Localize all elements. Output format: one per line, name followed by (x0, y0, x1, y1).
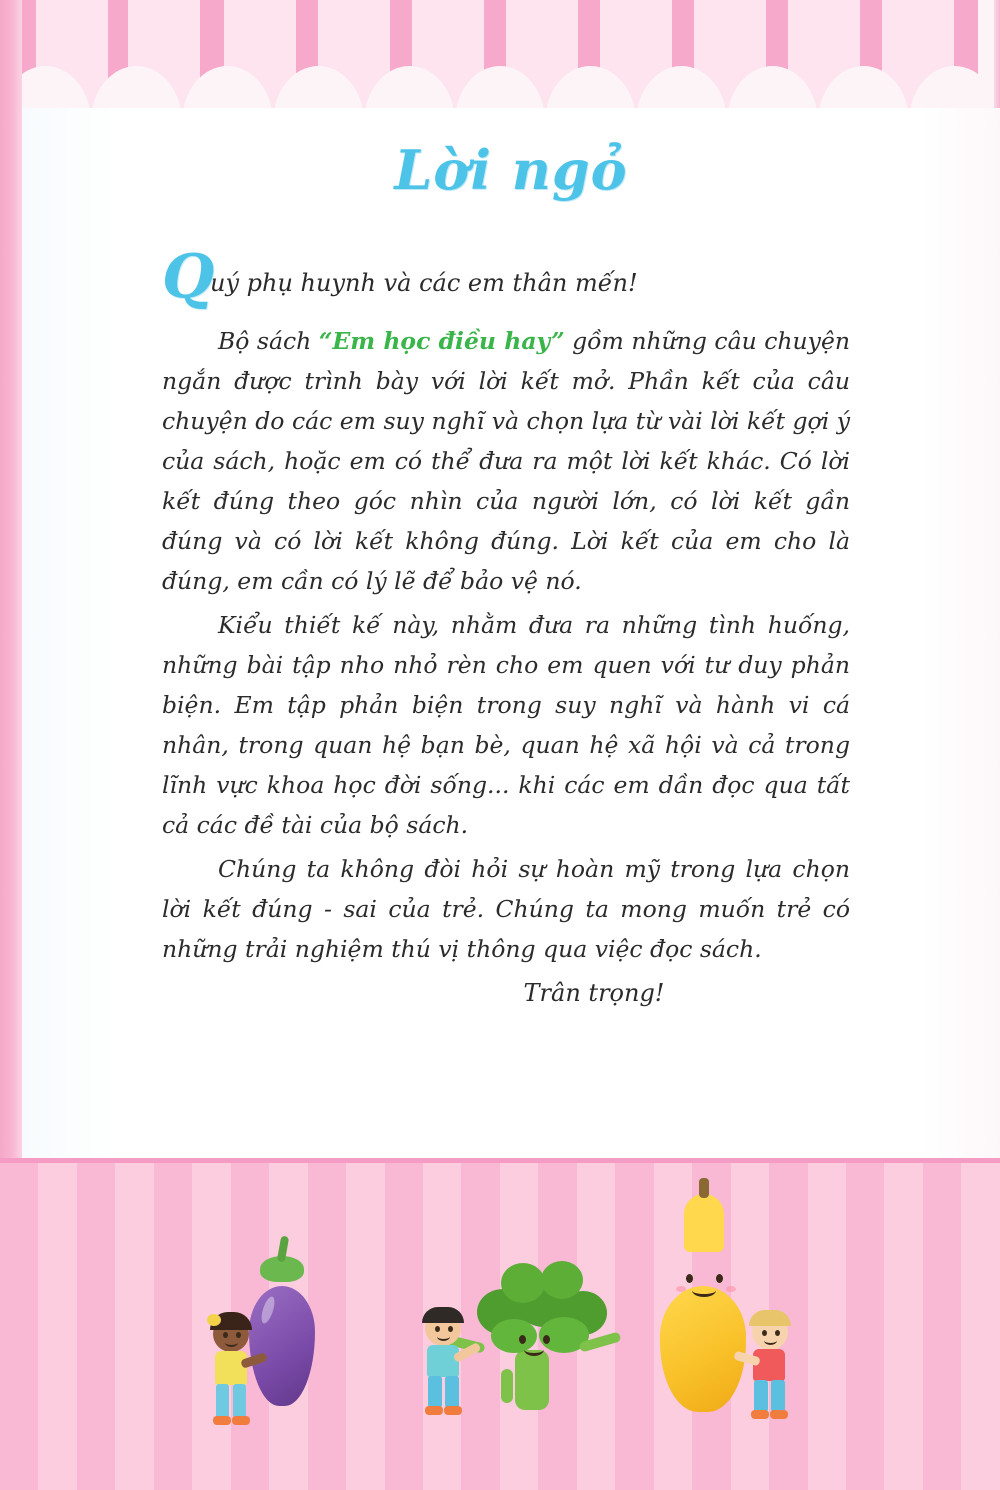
boy2-shoe-left (751, 1410, 769, 1419)
broccoli-floret-4 (501, 1263, 545, 1303)
illustration-band (0, 1158, 1000, 1490)
boy2-leg-left (754, 1380, 768, 1412)
paragraph-1-segment-0: Bộ sách (218, 327, 319, 355)
boy1-smile (437, 1332, 450, 1341)
broccoli-leg-left (501, 1369, 513, 1403)
girl-character (205, 1314, 267, 1432)
boy2-leg-right (771, 1380, 785, 1412)
broccoli-smile (524, 1343, 544, 1356)
girl-smile (225, 1338, 238, 1347)
boy2-shirt (753, 1349, 785, 1381)
squash-smile (692, 1284, 716, 1297)
band-top-line (0, 1158, 1000, 1163)
girl-leg-right (233, 1384, 246, 1418)
paragraph-2: Kiểu thiết kế này, nhằm đưa ra những tình huống, những bài tập nho nhỏ rèn cho em quen với tư duy phản biện. Em tập phản biện trong suy nghĩ và hành vi cá nhân, trong quan hệ bạn bè, quan hệ xã hội và cả trong lĩnh vực khoa học đời sống... khi các em dần đọc qua tất cả các đề tài của bộ sách. (162, 611, 850, 839)
paragraph-3: Chúng ta không đòi hỏi sự hoàn mỹ trong lựa chọn lời kết đúng - sai của trẻ. Chúng ta mong muốn trẻ có những trải nghiệm thú vị thông qua việc đọc sách. (162, 855, 850, 963)
squash-eye-left (686, 1274, 693, 1283)
boy-character-1 (415, 1308, 479, 1428)
boy1-leg-right (445, 1376, 459, 1408)
paragraph-1-segment-2: gồm những câu chuyện ngắn được trình bày với lời kết mở. Phần kết của câu chuyện do các em suy nghĩ và chọn lựa từ vài lời kết gợi ý của sách, hoặc em có thể đưa ra một lời kết khác. Có lời kết đúng theo góc nhìn của người lớn, có lời kết gần đúng và có lời kết không đúng. Lời kết của em cho là đúng, em cần có lý lẽ để bảo vệ nó. (162, 327, 850, 595)
page-title: Lời ngỏ (394, 138, 628, 202)
boy1-shoe-left (425, 1406, 443, 1415)
girl-leg-left (216, 1384, 229, 1418)
girl-shoe-right (232, 1416, 250, 1425)
boy1-hair (422, 1307, 464, 1323)
boy-character-2 (738, 1312, 802, 1430)
paper-area (22, 108, 1000, 1158)
squash-stem (699, 1178, 709, 1198)
squash-neck (684, 1194, 724, 1252)
boy1-arm (453, 1342, 482, 1363)
vegetable-scene (0, 1228, 1000, 1458)
closing-line: Trân trọng! (523, 979, 665, 1007)
girl-shoe-left (213, 1416, 231, 1425)
boy1-shoe-right (444, 1406, 462, 1415)
broccoli-leg-right (529, 1369, 541, 1403)
broccoli-icon (467, 1261, 617, 1416)
squash-body (660, 1286, 746, 1412)
boy2-smile (764, 1336, 777, 1345)
squash-cheek-left (676, 1286, 686, 1292)
paragraph-1 (162, 321, 850, 601)
boy2-shoe-right (770, 1410, 788, 1419)
girl-hair-bow (207, 1314, 221, 1326)
figure-boy-with-broccoli (415, 1252, 615, 1432)
squash-cheek-right (726, 1286, 736, 1292)
squash-eye-right (716, 1274, 723, 1283)
letter-body (162, 242, 850, 1017)
figure-boy-with-squash (660, 1252, 820, 1432)
salutation-text: uý phụ huynh và các em thân mến! (210, 269, 638, 297)
salutation (162, 242, 850, 312)
boy2-hair (749, 1310, 791, 1326)
boy1-leg-left (428, 1376, 442, 1408)
broccoli-eye-right (543, 1335, 550, 1344)
drop-cap: Q (162, 242, 215, 312)
boy1-shirt (427, 1345, 459, 1377)
girl-shirt (215, 1351, 247, 1385)
broccoli-floret-5 (541, 1261, 583, 1299)
paragraph-1-segment-1: “Em học điều hay” (318, 327, 565, 355)
awning-border (0, 0, 1000, 120)
figure-girl-with-eggplant (205, 1262, 335, 1432)
